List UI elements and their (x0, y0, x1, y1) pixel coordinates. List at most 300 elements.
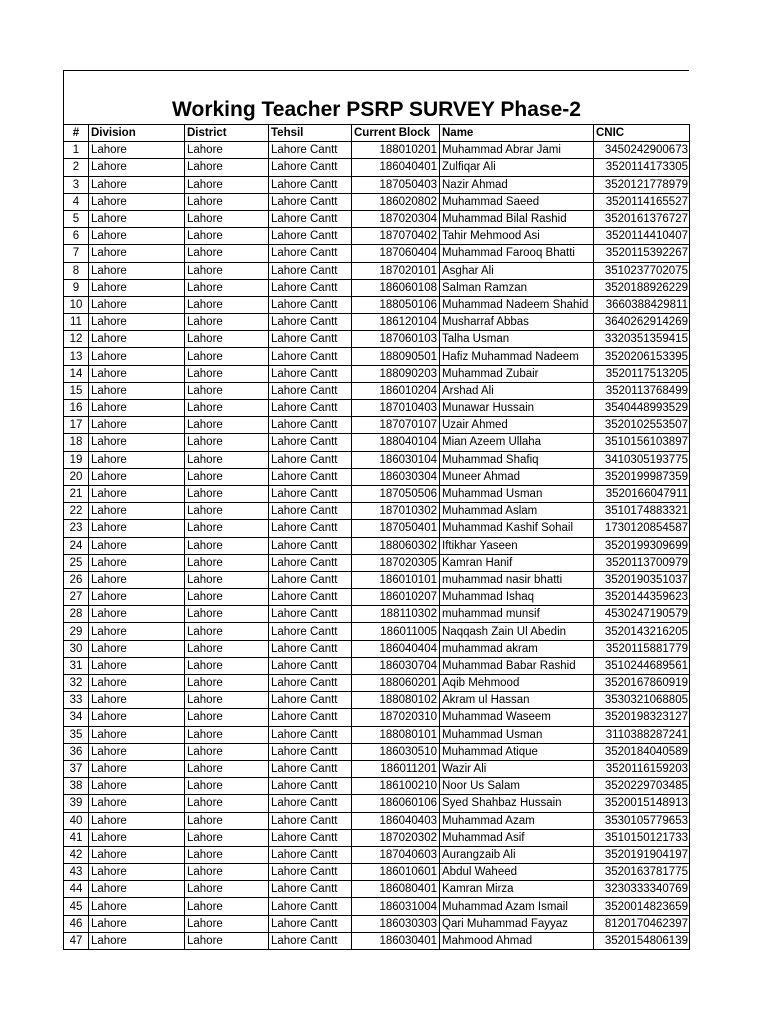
cnic-cell: 3520113700979 (594, 554, 690, 571)
name-cell: Musharraf Abbas (440, 314, 594, 331)
division-cell: Lahore (89, 262, 185, 279)
table-row (64, 331, 690, 348)
tehsil-cell: Lahore Cantt (269, 812, 352, 829)
row-number-cell: 9 (64, 279, 89, 296)
name-cell: Muhammad Azam Ismail (440, 898, 594, 915)
name-cell: Hafiz Muhammad Nadeem (440, 348, 594, 365)
division-cell: Lahore (89, 864, 185, 881)
cnic-cell: 3520113768499 (594, 382, 690, 399)
cnic-cell: 8120170462397 (594, 915, 690, 932)
district-cell: Lahore (185, 176, 269, 193)
row-number-cell: 20 (64, 468, 89, 485)
current-block-cell: 188060302 (352, 537, 440, 554)
district-cell: Lahore (185, 760, 269, 777)
cnic-cell: 3520143216205 (594, 623, 690, 640)
current-block-cell: 186030304 (352, 468, 440, 485)
cnic-cell: 3520114410407 (594, 228, 690, 245)
cnic-cell: 3520115881779 (594, 640, 690, 657)
current-block-cell: 188090501 (352, 348, 440, 365)
column-header-district: District (185, 125, 269, 142)
division-cell: Lahore (89, 279, 185, 296)
row-number-cell: 27 (64, 589, 89, 606)
district-cell: Lahore (185, 589, 269, 606)
table-row (64, 881, 690, 898)
current-block-cell: 186040401 (352, 159, 440, 176)
row-number-cell: 35 (64, 726, 89, 743)
page-title: Working Teacher PSRP SURVEY Phase-2 (172, 98, 581, 121)
district-cell: Lahore (185, 692, 269, 709)
division-cell: Lahore (89, 571, 185, 588)
name-cell: Arshad Ali (440, 382, 594, 399)
division-cell: Lahore (89, 537, 185, 554)
tehsil-cell: Lahore Cantt (269, 382, 352, 399)
table-row (64, 692, 690, 709)
division-cell: Lahore (89, 382, 185, 399)
name-cell: Noor Us Salam (440, 778, 594, 795)
tehsil-cell: Lahore Cantt (269, 176, 352, 193)
tehsil-cell: Lahore Cantt (269, 932, 352, 949)
cnic-cell: 3520184040589 (594, 743, 690, 760)
teacher-table (63, 124, 690, 950)
district-cell: Lahore (185, 606, 269, 623)
tehsil-cell: Lahore Cantt (269, 159, 352, 176)
current-block-cell: 187070107 (352, 417, 440, 434)
name-cell: Qari Muhammad Fayyaz (440, 915, 594, 932)
column-header-division: Division (89, 125, 185, 142)
cnic-cell: 3640262914269 (594, 314, 690, 331)
table-row (64, 571, 690, 588)
cnic-cell: 3230333340769 (594, 881, 690, 898)
division-cell: Lahore (89, 932, 185, 949)
row-number-cell: 17 (64, 417, 89, 434)
current-block-cell: 186030704 (352, 657, 440, 674)
current-block-cell: 187050506 (352, 485, 440, 502)
district-cell: Lahore (185, 245, 269, 262)
name-cell: Muhammad Bilal Rashid (440, 210, 594, 227)
table-body (64, 142, 690, 950)
table-row (64, 142, 690, 159)
tehsil-cell: Lahore Cantt (269, 864, 352, 881)
table-row (64, 468, 690, 485)
division-cell: Lahore (89, 743, 185, 760)
table-row (64, 382, 690, 399)
cnic-cell: 3520166047911 (594, 485, 690, 502)
table-row (64, 176, 690, 193)
name-cell: Muhammad Aslam (440, 503, 594, 520)
current-block-cell: 186040403 (352, 812, 440, 829)
division-cell: Lahore (89, 726, 185, 743)
table-row (64, 193, 690, 210)
division-cell: Lahore (89, 829, 185, 846)
table-row (64, 829, 690, 846)
name-cell: Muneer Ahmad (440, 468, 594, 485)
row-number-cell: 28 (64, 606, 89, 623)
cnic-cell: 3520199309699 (594, 537, 690, 554)
district-cell: Lahore (185, 640, 269, 657)
district-cell: Lahore (185, 417, 269, 434)
division-cell: Lahore (89, 554, 185, 571)
current-block-cell: 186011005 (352, 623, 440, 640)
row-number-cell: 21 (64, 485, 89, 502)
table-row (64, 932, 690, 949)
current-block-cell: 187040603 (352, 846, 440, 863)
cnic-cell: 3520116159203 (594, 760, 690, 777)
table-row (64, 898, 690, 915)
cnic-cell: 3520188926229 (594, 279, 690, 296)
cnic-cell: 3520191904197 (594, 846, 690, 863)
current-block-cell: 187050401 (352, 520, 440, 537)
table-row (64, 262, 690, 279)
cnic-cell: 3520198323127 (594, 709, 690, 726)
cnic-cell: 3520114165527 (594, 193, 690, 210)
district-cell: Lahore (185, 812, 269, 829)
table-row (64, 675, 690, 692)
row-number-cell: 15 (64, 382, 89, 399)
table-row (64, 400, 690, 417)
district-cell: Lahore (185, 571, 269, 588)
current-block-cell: 186031004 (352, 898, 440, 915)
current-block-cell: 186030401 (352, 932, 440, 949)
current-block-cell: 186011201 (352, 760, 440, 777)
current-block-cell: 186010101 (352, 571, 440, 588)
division-cell: Lahore (89, 210, 185, 227)
tehsil-cell: Lahore Cantt (269, 210, 352, 227)
table-row (64, 743, 690, 760)
row-number-cell: 2 (64, 159, 89, 176)
division-cell: Lahore (89, 400, 185, 417)
row-number-cell: 30 (64, 640, 89, 657)
division-cell: Lahore (89, 296, 185, 313)
row-number-cell: 1 (64, 142, 89, 159)
tehsil-cell: Lahore Cantt (269, 142, 352, 159)
current-block-cell: 186100210 (352, 778, 440, 795)
division-cell: Lahore (89, 709, 185, 726)
district-cell: Lahore (185, 795, 269, 812)
current-block-cell: 186060108 (352, 279, 440, 296)
table-row (64, 417, 690, 434)
row-number-cell: 40 (64, 812, 89, 829)
row-number-cell: 33 (64, 692, 89, 709)
tehsil-cell: Lahore Cantt (269, 692, 352, 709)
current-block-cell: 187010403 (352, 400, 440, 417)
division-cell: Lahore (89, 193, 185, 210)
name-cell: Muhammad Atique (440, 743, 594, 760)
cnic-cell: 3660388429811 (594, 296, 690, 313)
table-row (64, 726, 690, 743)
current-block-cell: 186040404 (352, 640, 440, 657)
division-cell: Lahore (89, 159, 185, 176)
division-cell: Lahore (89, 692, 185, 709)
cnic-cell: 3530321068805 (594, 692, 690, 709)
name-cell: muhammad munsif (440, 606, 594, 623)
current-block-cell: 188080102 (352, 692, 440, 709)
division-cell: Lahore (89, 915, 185, 932)
tehsil-cell: Lahore Cantt (269, 675, 352, 692)
division-cell: Lahore (89, 881, 185, 898)
tehsil-cell: Lahore Cantt (269, 726, 352, 743)
current-block-cell: 186030104 (352, 451, 440, 468)
cnic-cell: 3520121778979 (594, 176, 690, 193)
table-row (64, 709, 690, 726)
row-number-cell: 25 (64, 554, 89, 571)
current-block-cell: 186060106 (352, 795, 440, 812)
table-row (64, 623, 690, 640)
table-row (64, 365, 690, 382)
tehsil-cell: Lahore Cantt (269, 657, 352, 674)
row-number-cell: 13 (64, 348, 89, 365)
division-cell: Lahore (89, 245, 185, 262)
table-row (64, 314, 690, 331)
district-cell: Lahore (185, 846, 269, 863)
table-row (64, 640, 690, 657)
tehsil-cell: Lahore Cantt (269, 915, 352, 932)
district-cell: Lahore (185, 193, 269, 210)
current-block-cell: 186010207 (352, 589, 440, 606)
name-cell: Muhammad Shafiq (440, 451, 594, 468)
tehsil-cell: Lahore Cantt (269, 520, 352, 537)
district-cell: Lahore (185, 468, 269, 485)
district-cell: Lahore (185, 554, 269, 571)
table-row (64, 451, 690, 468)
district-cell: Lahore (185, 623, 269, 640)
table-row (64, 348, 690, 365)
column-header-tehsil: Tehsil (269, 125, 352, 142)
row-number-cell: 39 (64, 795, 89, 812)
row-number-cell: 37 (64, 760, 89, 777)
district-cell: Lahore (185, 829, 269, 846)
table-row (64, 279, 690, 296)
division-cell: Lahore (89, 898, 185, 915)
row-number-cell: 31 (64, 657, 89, 674)
tehsil-cell: Lahore Cantt (269, 245, 352, 262)
name-cell: Syed Shahbaz Hussain (440, 795, 594, 812)
district-cell: Lahore (185, 331, 269, 348)
cnic-cell: 3520114173305 (594, 159, 690, 176)
tehsil-cell: Lahore Cantt (269, 795, 352, 812)
tehsil-cell: Lahore Cantt (269, 623, 352, 640)
tehsil-cell: Lahore Cantt (269, 296, 352, 313)
name-cell: Tahir Mehmood Asi (440, 228, 594, 245)
row-number-cell: 11 (64, 314, 89, 331)
cnic-cell: 3510156103897 (594, 434, 690, 451)
column-header-current-block: Current Block (352, 125, 440, 142)
column-header-number: # (64, 125, 89, 142)
tehsil-cell: Lahore Cantt (269, 400, 352, 417)
district-cell: Lahore (185, 881, 269, 898)
cnic-cell: 1730120854587 (594, 520, 690, 537)
district-cell: Lahore (185, 485, 269, 502)
division-cell: Lahore (89, 331, 185, 348)
table-row (64, 812, 690, 829)
tehsil-cell: Lahore Cantt (269, 228, 352, 245)
table-row (64, 228, 690, 245)
tehsil-cell: Lahore Cantt (269, 778, 352, 795)
tehsil-cell: Lahore Cantt (269, 348, 352, 365)
cnic-cell: 3110388287241 (594, 726, 690, 743)
row-number-cell: 46 (64, 915, 89, 932)
name-cell: Muhammad Asif (440, 829, 594, 846)
tehsil-cell: Lahore Cantt (269, 193, 352, 210)
current-block-cell: 186120104 (352, 314, 440, 331)
tehsil-cell: Lahore Cantt (269, 468, 352, 485)
current-block-cell: 188110302 (352, 606, 440, 623)
current-block-cell: 187070402 (352, 228, 440, 245)
division-cell: Lahore (89, 812, 185, 829)
current-block-cell: 188040104 (352, 434, 440, 451)
cnic-cell: 4530247190579 (594, 606, 690, 623)
table-row (64, 210, 690, 227)
district-cell: Lahore (185, 451, 269, 468)
table-row (64, 657, 690, 674)
name-cell: Nazir Ahmad (440, 176, 594, 193)
name-cell: Muhammad Saeed (440, 193, 594, 210)
tehsil-cell: Lahore Cantt (269, 279, 352, 296)
row-number-cell: 4 (64, 193, 89, 210)
name-cell: muhammad akram (440, 640, 594, 657)
division-cell: Lahore (89, 142, 185, 159)
division-cell: Lahore (89, 795, 185, 812)
current-block-cell: 188060201 (352, 675, 440, 692)
district-cell: Lahore (185, 778, 269, 795)
current-block-cell: 187060103 (352, 331, 440, 348)
row-number-cell: 7 (64, 245, 89, 262)
tehsil-cell: Lahore Cantt (269, 434, 352, 451)
current-block-cell: 186030303 (352, 915, 440, 932)
name-cell: Muhammad Zubair (440, 365, 594, 382)
name-cell: Munawar Hussain (440, 400, 594, 417)
division-cell: Lahore (89, 606, 185, 623)
table-row (64, 760, 690, 777)
division-cell: Lahore (89, 778, 185, 795)
division-cell: Lahore (89, 451, 185, 468)
table-row (64, 795, 690, 812)
name-cell: Muhammad Waseem (440, 709, 594, 726)
division-cell: Lahore (89, 640, 185, 657)
row-number-cell: 18 (64, 434, 89, 451)
name-cell: Iftikhar Yaseen (440, 537, 594, 554)
current-block-cell: 188050106 (352, 296, 440, 313)
row-number-cell: 43 (64, 864, 89, 881)
tehsil-cell: Lahore Cantt (269, 365, 352, 382)
district-cell: Lahore (185, 296, 269, 313)
table-row (64, 245, 690, 262)
row-number-cell: 41 (64, 829, 89, 846)
current-block-cell: 186010204 (352, 382, 440, 399)
division-cell: Lahore (89, 348, 185, 365)
cnic-cell: 3520115392267 (594, 245, 690, 262)
name-cell: Wazir Ali (440, 760, 594, 777)
name-cell: muhammad nasir bhatti (440, 571, 594, 588)
cnic-cell: 3520015148913 (594, 795, 690, 812)
cnic-cell: 3530105779653 (594, 812, 690, 829)
district-cell: Lahore (185, 503, 269, 520)
cnic-cell: 3510174883321 (594, 503, 690, 520)
division-cell: Lahore (89, 228, 185, 245)
row-number-cell: 6 (64, 228, 89, 245)
district-cell: Lahore (185, 382, 269, 399)
division-cell: Lahore (89, 623, 185, 640)
table-row (64, 864, 690, 881)
cnic-cell: 3520206153395 (594, 348, 690, 365)
table-row (64, 846, 690, 863)
name-cell: Aqib Mehmood (440, 675, 594, 692)
row-number-cell: 5 (64, 210, 89, 227)
tehsil-cell: Lahore Cantt (269, 709, 352, 726)
division-cell: Lahore (89, 468, 185, 485)
division-cell: Lahore (89, 417, 185, 434)
cnic-cell: 3520199987359 (594, 468, 690, 485)
row-number-cell: 36 (64, 743, 89, 760)
district-cell: Lahore (185, 864, 269, 881)
tehsil-cell: Lahore Cantt (269, 331, 352, 348)
row-number-cell: 45 (64, 898, 89, 915)
column-header-name: Name (440, 125, 594, 142)
district-cell: Lahore (185, 210, 269, 227)
tehsil-cell: Lahore Cantt (269, 262, 352, 279)
district-cell: Lahore (185, 675, 269, 692)
tehsil-cell: Lahore Cantt (269, 537, 352, 554)
district-cell: Lahore (185, 314, 269, 331)
spreadsheet-sheet (63, 70, 689, 950)
tehsil-cell: Lahore Cantt (269, 485, 352, 502)
division-cell: Lahore (89, 846, 185, 863)
district-cell: Lahore (185, 537, 269, 554)
current-block-cell: 186020802 (352, 193, 440, 210)
name-cell: Aurangzaib Ali (440, 846, 594, 863)
name-cell: Kamran Hanif (440, 554, 594, 571)
cnic-cell: 3520117513205 (594, 365, 690, 382)
current-block-cell: 187020305 (352, 554, 440, 571)
tehsil-cell: Lahore Cantt (269, 417, 352, 434)
tehsil-cell: Lahore Cantt (269, 743, 352, 760)
tehsil-cell: Lahore Cantt (269, 314, 352, 331)
name-cell: Muhammad Farooq Bhatti (440, 245, 594, 262)
row-number-cell: 42 (64, 846, 89, 863)
row-number-cell: 24 (64, 537, 89, 554)
row-number-cell: 3 (64, 176, 89, 193)
tehsil-cell: Lahore Cantt (269, 503, 352, 520)
row-number-cell: 34 (64, 709, 89, 726)
row-number-cell: 14 (64, 365, 89, 382)
cnic-cell: 3410305193775 (594, 451, 690, 468)
district-cell: Lahore (185, 228, 269, 245)
row-number-cell: 19 (64, 451, 89, 468)
cnic-cell: 3510150121733 (594, 829, 690, 846)
tehsil-cell: Lahore Cantt (269, 571, 352, 588)
name-cell: Muhammad Usman (440, 485, 594, 502)
district-cell: Lahore (185, 348, 269, 365)
district-cell: Lahore (185, 520, 269, 537)
table-row (64, 503, 690, 520)
current-block-cell: 188080101 (352, 726, 440, 743)
cnic-cell: 3520161376727 (594, 210, 690, 227)
name-cell: Mian Azeem Ullaha (440, 434, 594, 451)
row-number-cell: 12 (64, 331, 89, 348)
district-cell: Lahore (185, 400, 269, 417)
name-cell: Muhammad Abrar Jami (440, 142, 594, 159)
row-number-cell: 8 (64, 262, 89, 279)
cnic-cell: 3520229703485 (594, 778, 690, 795)
table-row (64, 589, 690, 606)
table-row (64, 434, 690, 451)
name-cell: Uzair Ahmed (440, 417, 594, 434)
division-cell: Lahore (89, 434, 185, 451)
name-cell: Muhammad Babar Rashid (440, 657, 594, 674)
division-cell: Lahore (89, 657, 185, 674)
name-cell: Naqqash Zain Ul Abedin (440, 623, 594, 640)
tehsil-cell: Lahore Cantt (269, 606, 352, 623)
district-cell: Lahore (185, 657, 269, 674)
